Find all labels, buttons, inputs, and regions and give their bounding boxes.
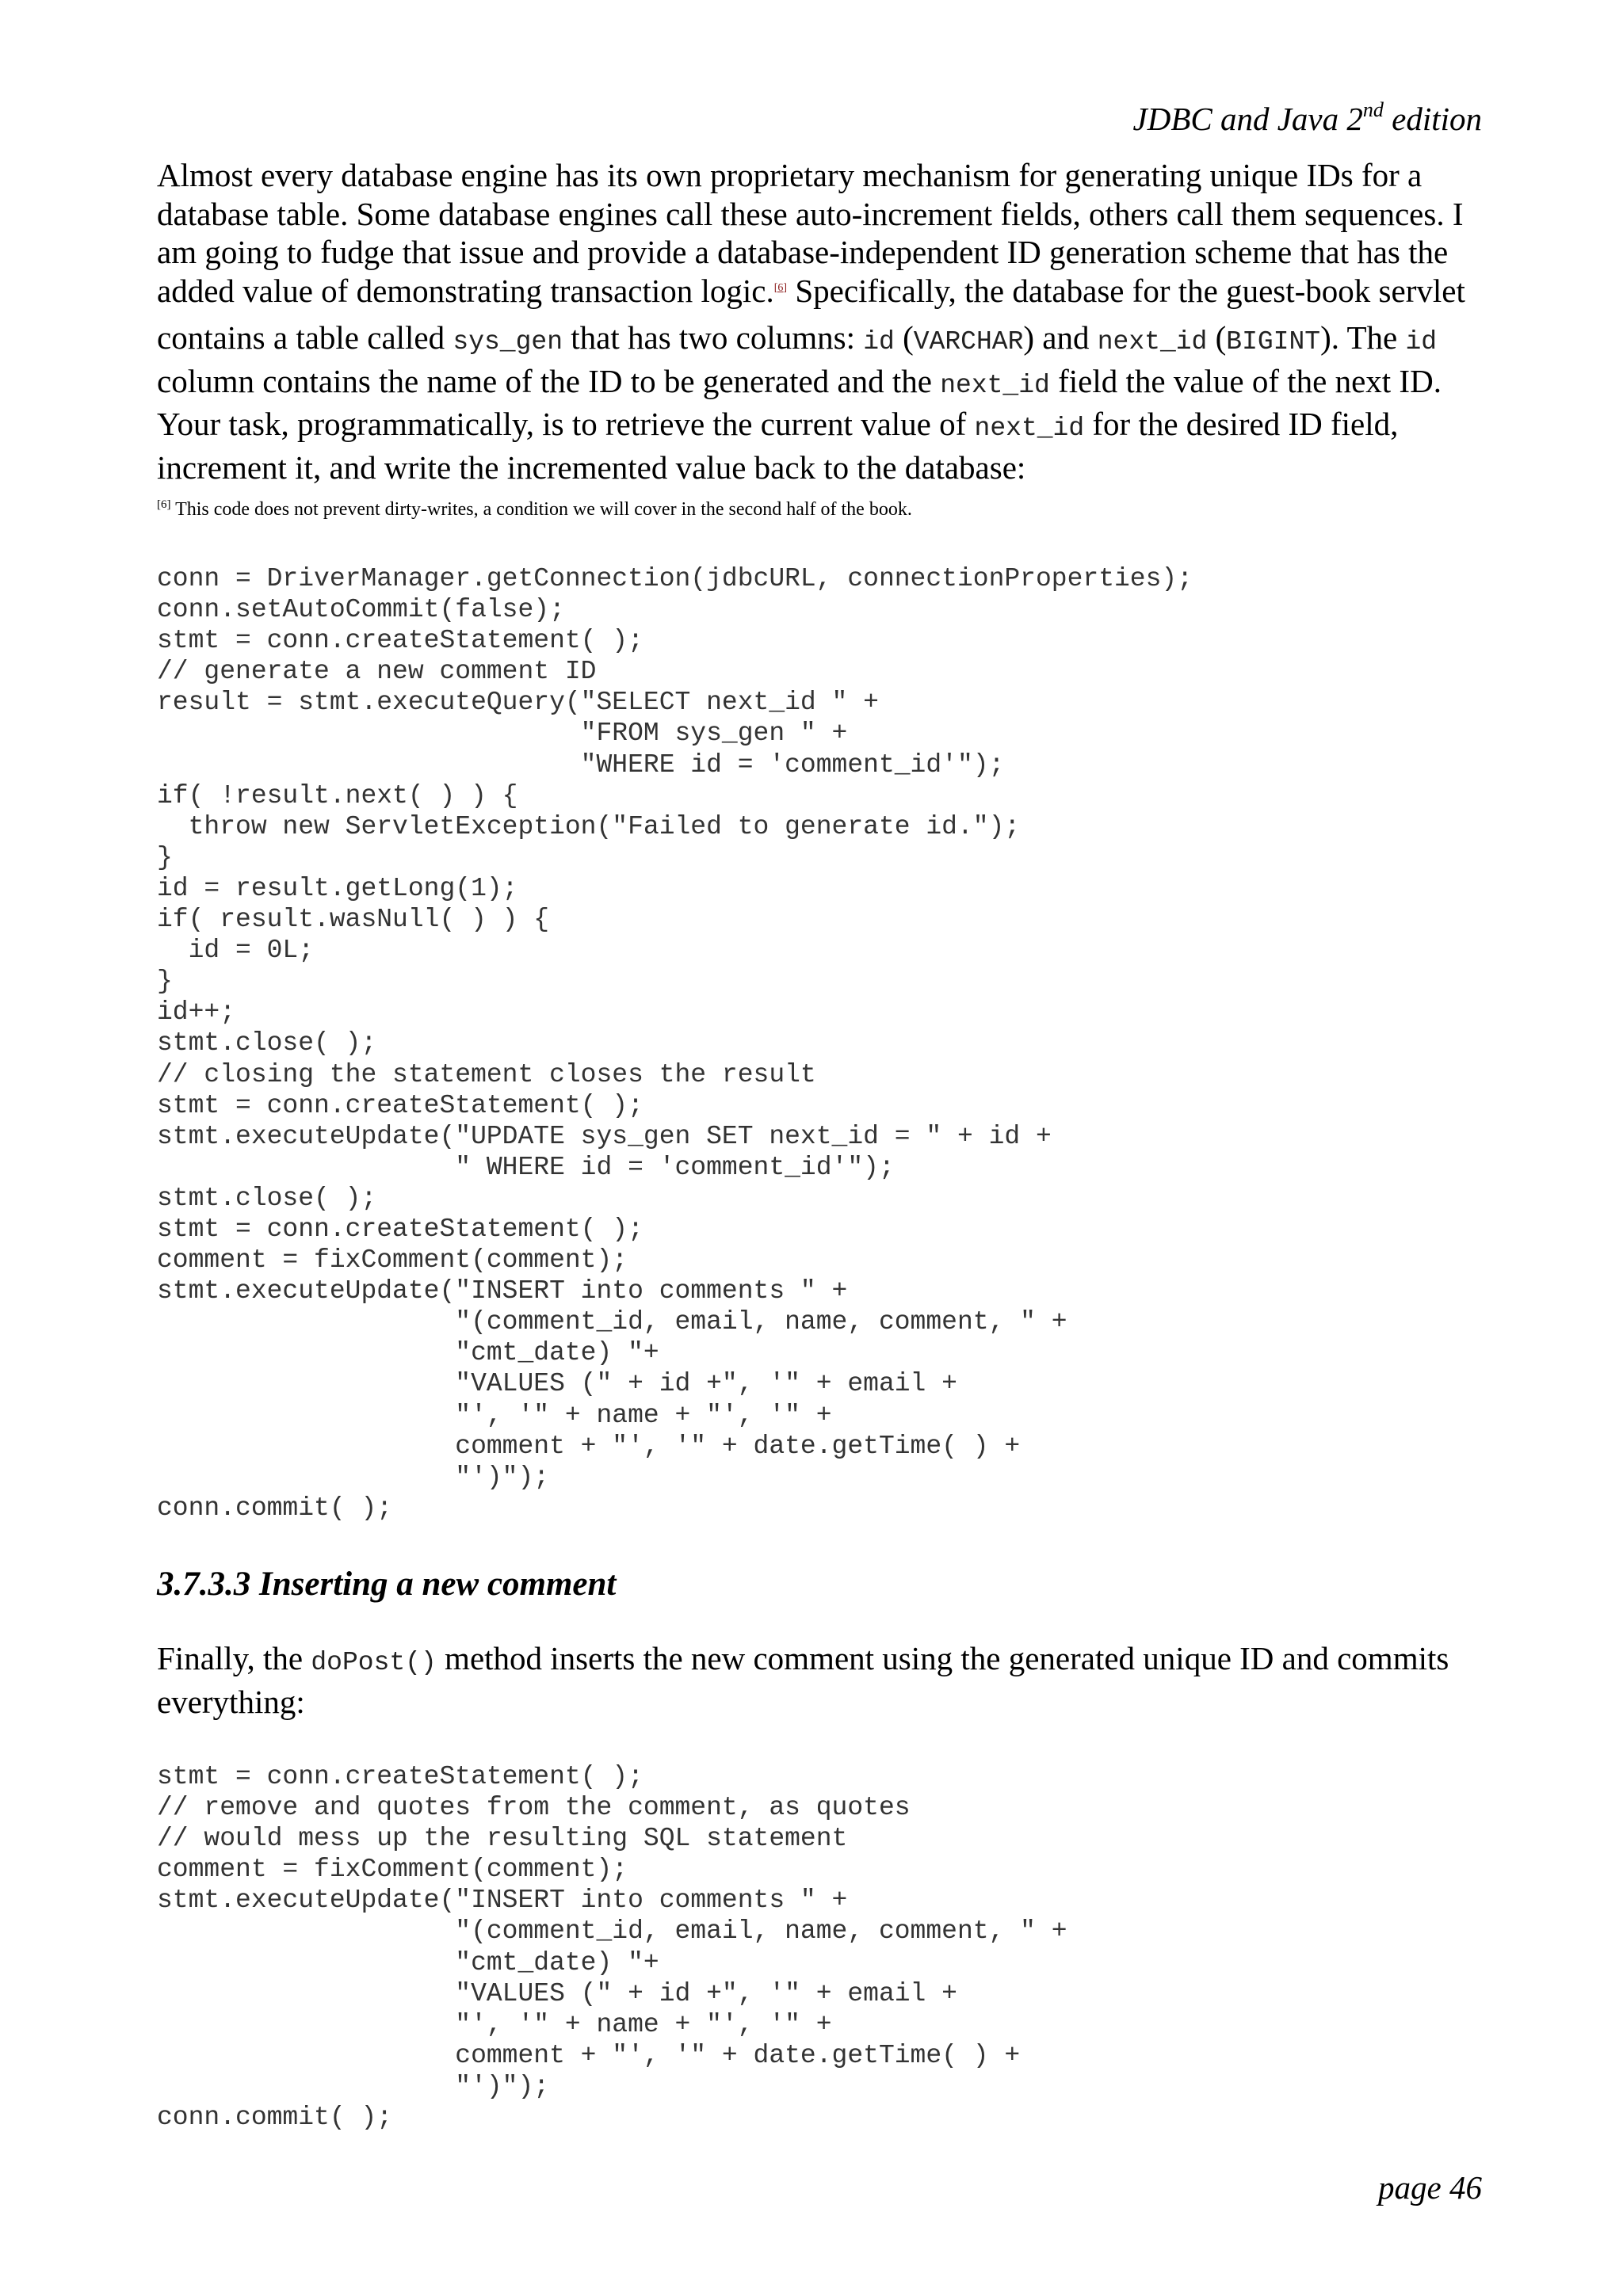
header-superscript: nd <box>1362 98 1384 121</box>
intro-text: ). The <box>1320 319 1406 356</box>
section-heading: 3.7.3.3 Inserting a new comment <box>157 1566 617 1603</box>
inline-code: id <box>863 327 895 357</box>
inline-code: VARCHAR <box>913 327 1024 357</box>
intro-text: ( <box>1207 319 1227 356</box>
footnote <box>157 497 912 524</box>
inline-code: next_id <box>974 414 1085 443</box>
final-text: method inserts the new comment using the generated unique ID and commits everything: <box>157 1640 1449 1720</box>
footnote-mark: [6] <box>157 498 171 511</box>
inline-code: id <box>1405 327 1438 357</box>
code-block-insert-comment: stmt = conn.createStatement( ); // remove and quotes from the comment, as quotes // would mess up the resulting SQL statement comment = fixComment(comment); stmt.executeUpdate("INSERT into comments " + "(comment_id, email, name, comment, " + "cmt_date) "+ "VALUES (" + id +", '" + email + "', '" + name + "', '" + comment + "', '" + date.getTime( ) + "')"); conn.commit( ); <box>157 1762 1067 2133</box>
intro-text: Almost every database engine has its own proprietary mechanism for generating unique IDs for a database table. Some database engines call these auto-increment fields, others call them sequences. I am going to fudge that issue and provide a database-independent ID generation scheme that has the added value of demonstrating transaction logic. <box>157 157 1464 309</box>
intro-text: for the desired ID field, increment it, and write the incremented value back to the database: <box>157 406 1399 486</box>
intro-text: ( <box>894 319 914 356</box>
inline-code: next_id <box>940 370 1050 400</box>
intro-text: Specifically, the database for the guest-book servlet contains a table called <box>157 272 1465 356</box>
intro-paragraph <box>157 156 1482 486</box>
footnote-reference-link[interactable]: [6] <box>773 281 788 294</box>
intro-text: that has two columns: <box>563 319 864 356</box>
running-header <box>1133 97 1482 146</box>
intro-text: column contains the name of the ID to be generated and the <box>157 362 941 399</box>
inline-code: doPost() <box>311 1648 437 1677</box>
final-paragraph <box>157 1639 1482 1721</box>
inline-code: next_id <box>1097 327 1208 357</box>
page-number: page 46 <box>1378 2169 1482 2206</box>
inline-code: BIGINT <box>1226 327 1321 357</box>
final-text: Finally, the <box>157 1640 311 1676</box>
code-block-id-generation: conn = DriverManager.getConnection(jdbcURL, connectionProperties); conn.setAutoCommit(false); stmt = conn.createStatement( ); // generate a new comment ID result = stmt.executeQuery("SELECT next_id " + "FROM sys_gen " + "WHERE id = 'comment_id'"); if( !result.next( ) ) { throw new ServletException("Failed to generate id."); } id = result.getLong(1); if( result.wasNull( ) ) { id = 0L; } id++; stmt.close( ); // closing the statement closes the result stmt = conn.createStatement( ); stmt.executeUpdate("UPDATE sys_gen SET next_id = " + id + " WHERE id = 'comment_id'"); stmt.close( ); stmt = conn.createStatement( ); comment = fixComment(comment); stmt.executeUpdate("INSERT into comments " + "(comment_id, email, name, comment, " + "cmt_date) "+ "VALUES (" + id +", '" + email + "', '" + name + "', '" + comment + "', '" + date.getTime( ) + "')"); conn.commit( ); <box>157 564 1193 1523</box>
inline-code: sys_gen <box>453 327 563 357</box>
header-suffix: edition <box>1383 101 1482 137</box>
intro-text: ) and <box>1023 319 1098 356</box>
header-title: JDBC and Java 2 <box>1132 101 1363 137</box>
intro-text: field the value of the next ID. Your task, programmatically, is to retrieve the current value of <box>157 362 1442 442</box>
document-page <box>157 0 1482 2296</box>
footnote-text: This code does not prevent dirty-writes, a condition we will cover in the second half of the book. <box>170 499 912 520</box>
